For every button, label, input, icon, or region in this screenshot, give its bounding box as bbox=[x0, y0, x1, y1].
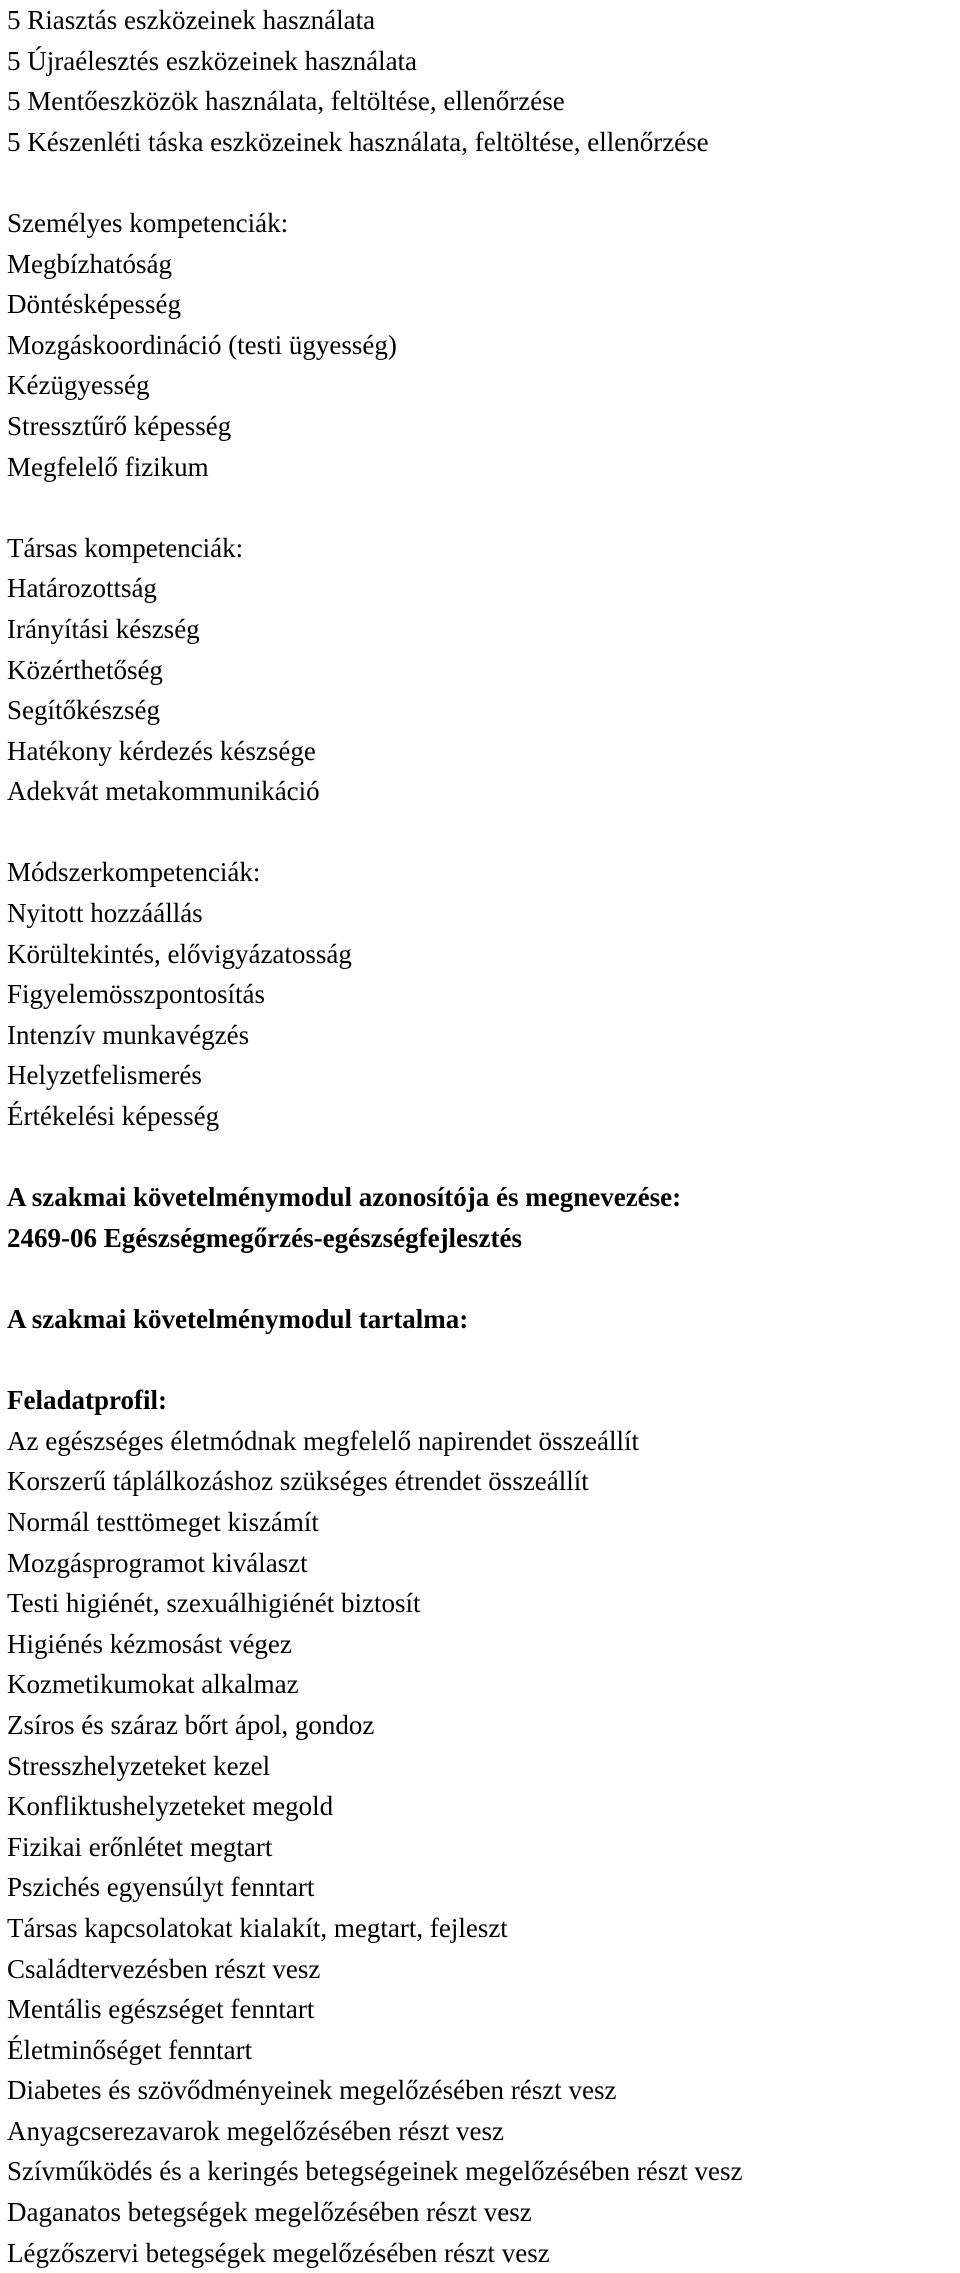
text-line: Nyitott hozzáállás bbox=[7, 898, 203, 929]
text-line: Adekvát metakommunikáció bbox=[7, 776, 320, 807]
text-line: Stressztűrő képesség bbox=[7, 410, 232, 441]
section-heading: Feladatprofil: bbox=[7, 1385, 167, 1416]
text-line: Daganatos betegségek megelőzésében részt vesz bbox=[7, 2197, 532, 2228]
text-line: Megfelelő fizikum bbox=[7, 451, 209, 482]
text-line: Határozottság bbox=[7, 573, 157, 604]
text-line: Mentális egészséget fenntart bbox=[7, 1994, 315, 2025]
blank-line bbox=[7, 1137, 957, 1178]
text-line: Segítőkészség bbox=[7, 695, 160, 726]
text-line: 5 Újraélesztés eszközeinek használata bbox=[7, 45, 418, 76]
text-line: Társas kompetenciák: bbox=[7, 532, 244, 563]
text-line: Értékelési képesség bbox=[7, 1101, 220, 1132]
text-line: Körültekintés, elővigyázatosság bbox=[7, 938, 352, 969]
text-line: Megbízhatóság bbox=[7, 248, 172, 279]
text-line: Fizikai erőnlétet megtart bbox=[7, 1831, 273, 1862]
blank-line bbox=[7, 1340, 957, 1381]
text-line: Stresszhelyzeteket kezel bbox=[7, 1750, 271, 1781]
text-line: Hatékony kérdezés készsége bbox=[7, 735, 316, 766]
text-line: Szívműködés és a keringés betegségeinek megelőzésében részt vesz bbox=[7, 2156, 743, 2187]
text-line: Döntésképesség bbox=[7, 289, 181, 320]
text-line: Korszerű táplálkozáshoz szükséges étrendet összeállít bbox=[7, 1466, 589, 1497]
blank-line bbox=[7, 162, 957, 203]
section-heading: 2469-06 Egészségmegőrzés-egészségfejlesztés bbox=[7, 1222, 523, 1253]
section-heading: A szakmai követelménymodul tartalma: bbox=[7, 1304, 469, 1334]
text-line: Pszichés egyensúlyt fenntart bbox=[7, 1872, 315, 1903]
text-line: Zsíros és száraz bőrt ápol, gondoz bbox=[7, 1709, 375, 1740]
text-line: Anyagcserezavarok megelőzésében részt vesz bbox=[7, 2115, 504, 2146]
text-line: Módszerkompetenciák: bbox=[7, 857, 261, 888]
text-line: Higiénés kézmosást végez bbox=[7, 1628, 292, 1659]
text-line: Személyes kompetenciák: bbox=[7, 207, 289, 238]
text-line: Életminőséget fenntart bbox=[7, 2034, 253, 2065]
text-line: Társas kapcsolatokat kialakít, megtart, fejleszt bbox=[7, 1912, 508, 1943]
text-line: Mozgásprogramot kiválaszt bbox=[7, 1547, 308, 1578]
text-line: Az egészséges életmódnak megfelelő napirendet összeállít bbox=[7, 1425, 639, 1456]
text-line: Testi higiénét, szexuálhigiénét biztosít bbox=[7, 1588, 421, 1619]
text-line: Helyzetfelismerés bbox=[7, 1060, 202, 1091]
section-heading: A szakmai követelménymodul azonosítója és megnevezése: bbox=[7, 1182, 682, 1213]
text-line: Diabetes és szövődményeinek megelőzésében részt vesz bbox=[7, 2075, 617, 2106]
text-line: Családtervezésben részt vesz bbox=[7, 1953, 321, 1984]
blank-line bbox=[7, 1258, 957, 1299]
text-line: 5 Riasztás eszközeinek használata bbox=[7, 5, 376, 35]
text-line: Légzőszervi betegségek megelőzésében részt vesz bbox=[7, 2237, 550, 2268]
text-line: Figyelemösszpontosítás bbox=[7, 979, 265, 1010]
text-line: Irányítási készség bbox=[7, 613, 200, 644]
text-line: Intenzív munkavégzés bbox=[7, 1019, 250, 1050]
text-line: Mozgáskoordináció (testi ügyesség) bbox=[7, 329, 397, 360]
text-line: Konfliktushelyzeteket megold bbox=[7, 1791, 334, 1822]
text-line: 5 Mentőeszközök használata, feltöltése, ellenőrzése bbox=[7, 86, 565, 117]
blank-line bbox=[7, 487, 957, 528]
text-line: Normál testtömeget kiszámít bbox=[7, 1506, 319, 1537]
document-page bbox=[7, 0, 957, 2273]
text-line: Közérthetőség bbox=[7, 654, 163, 685]
text-line: Kézügyesség bbox=[7, 370, 150, 401]
text-line: Kozmetikumokat alkalmaz bbox=[7, 1669, 299, 1700]
blank-line bbox=[7, 812, 957, 853]
text-line: 5 Készenléti táska eszközeinek használata, feltöltése, ellenőrzése bbox=[7, 126, 709, 157]
